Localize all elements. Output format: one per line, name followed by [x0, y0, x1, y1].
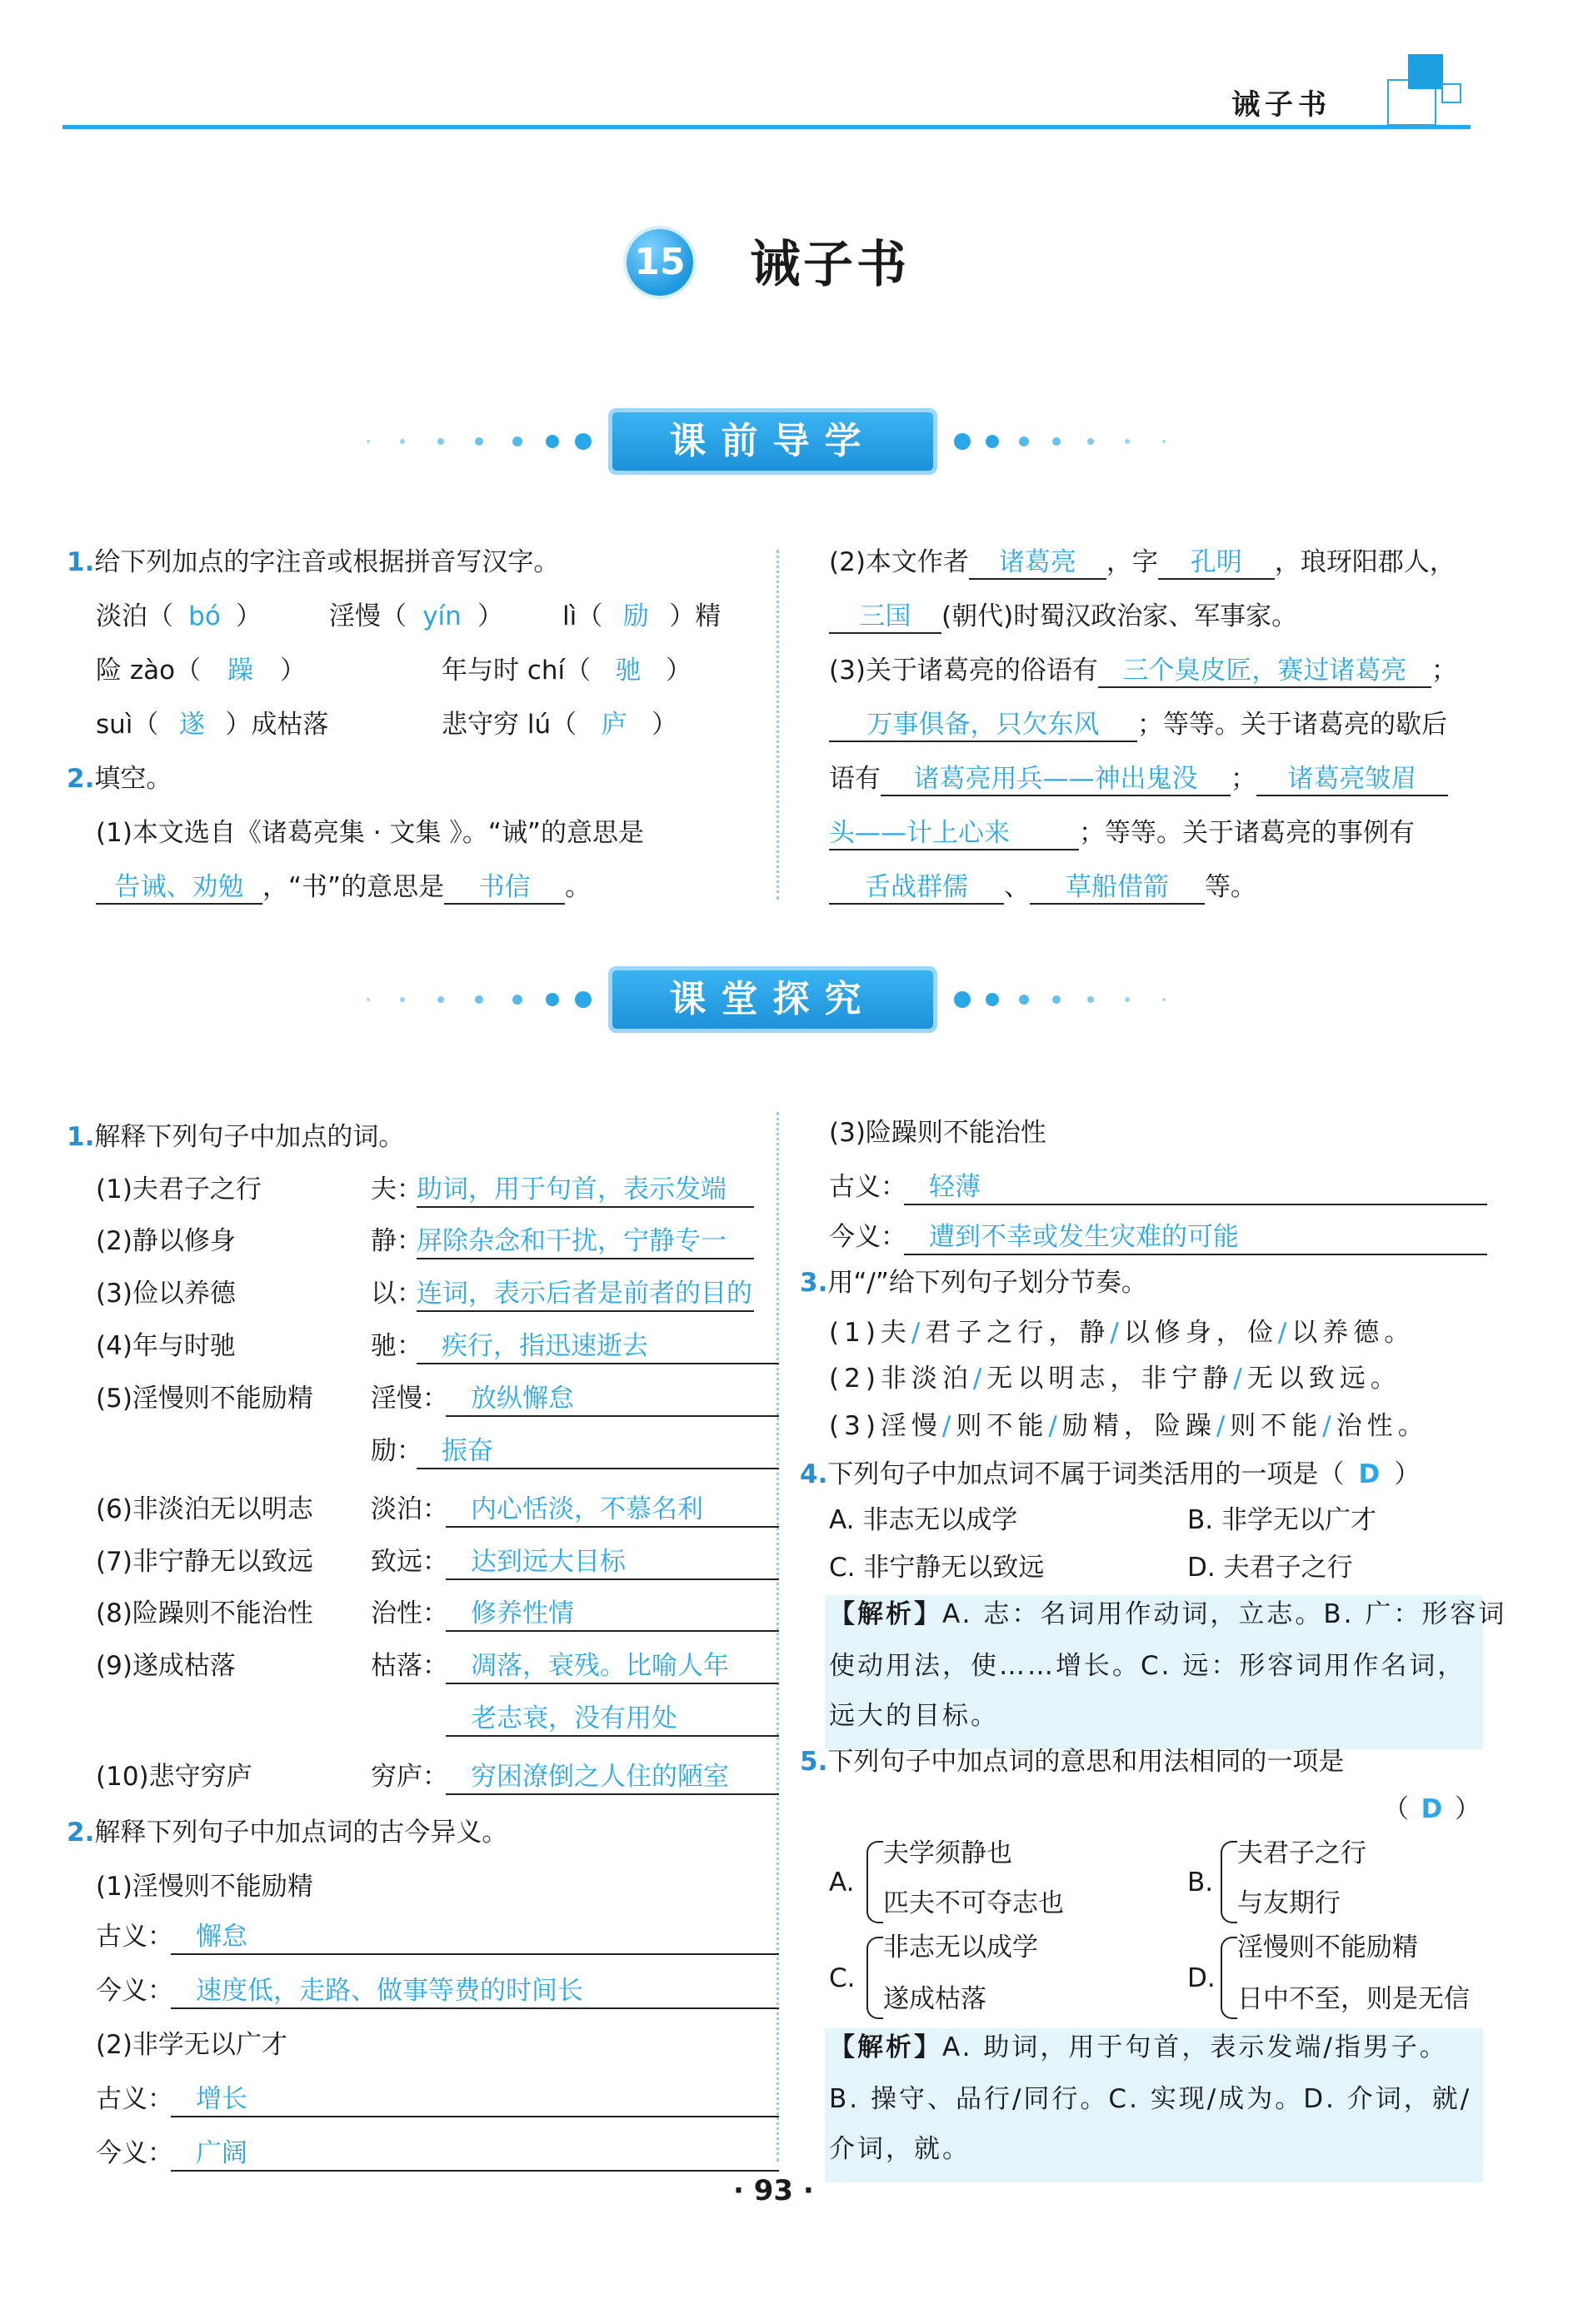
- option5-c-label: C.: [829, 1963, 856, 1993]
- option5-b1: 夫君子之行: [1237, 1838, 1366, 1868]
- explain-answer: 穷困潦倒之人住的陋室: [446, 1760, 779, 1795]
- class-question-1: 1.解释下列句子中加点的词。: [67, 1122, 405, 1152]
- answer-5: （ D ）: [1383, 1794, 1481, 1824]
- rhythm-2: (2)非淡泊/无以明志，非宁静/无以致远。: [829, 1364, 1401, 1394]
- header-rule: [62, 125, 1471, 129]
- pinyin-row-3b: 悲守穷 lú（ 庐 ）: [442, 710, 678, 740]
- explain-sentence: (6)非淡泊无以明志: [96, 1494, 313, 1524]
- explain-sentence: (5)淫慢则不能励精: [96, 1384, 313, 1414]
- gujin-1-jin-answer: 速度低，走路、做事等费的时间长: [171, 1974, 779, 2009]
- explain-sentence: (4)年与时驰: [96, 1331, 236, 1361]
- gujin-1-gu-label: 古义：: [96, 1922, 173, 1952]
- explain-word: 枯落：: [371, 1651, 448, 1681]
- gujin-2-jin-label: 今义：: [96, 2138, 173, 2168]
- explain-sentence: (8)险躁则不能治性: [96, 1598, 313, 1628]
- explain-answer: 屏除杂念和干扰，宁静专一: [417, 1224, 754, 1259]
- explain-answer: 老志衰，没有用处: [446, 1702, 779, 1737]
- brace-b: [1221, 1841, 1237, 1923]
- option5-d2: 日中不至，则是无信: [1237, 1984, 1470, 2014]
- gujin-2-jin-answer: 广阔: [171, 2137, 779, 2172]
- explain-answer: 修养性情: [446, 1597, 779, 1632]
- explain-word: 驰：: [371, 1331, 422, 1361]
- option5-b2: 与友期行: [1237, 1888, 1341, 1918]
- explain-answer: 连词，表示后者是前者的目的: [417, 1277, 754, 1312]
- pinyin-row-1c: lì（ 励 ）精: [562, 601, 722, 631]
- option5-b-label: B.: [1187, 1868, 1214, 1898]
- explain-sentence: (10)悲守穷庐: [96, 1762, 252, 1792]
- brace-c: [866, 1937, 883, 2019]
- option-d: D. 夫君子之行: [1187, 1553, 1353, 1583]
- gujin-3-sentence: (3)险躁则不能治性: [829, 1118, 1046, 1148]
- rhythm-3: (3)淫慢/则不能/励精，险躁/则不能/治性。: [829, 1411, 1429, 1441]
- pinyin-row-1b: 淫慢（ yín ）: [329, 601, 503, 631]
- explain-sentence: (1)夫君子之行: [96, 1174, 262, 1204]
- fill-1b: 告诫、劝勉 ，“书”的意思是 书信 。: [96, 870, 591, 905]
- option-c: C. 非宁静无以致远: [829, 1553, 1045, 1583]
- explain-sentence: (9)遂成枯落: [96, 1651, 236, 1681]
- explain-sentence: (7)非宁静无以致远: [96, 1547, 313, 1577]
- header-decoration-small: [1441, 83, 1461, 103]
- option5-a1: 夫学须静也: [883, 1838, 1012, 1868]
- option5-c2: 遂成枯落: [883, 1984, 986, 2014]
- rhythm-1: (1)夫/君子之行，静/以修身，俭/以养德。: [829, 1318, 1416, 1348]
- pinyin-row-2b: 年与时 chí（ 驰 ）: [442, 656, 692, 686]
- fill-1a: (1)本文选自《诸葛亮集 · 文集 》。“诫”的意思是: [96, 818, 644, 848]
- option5-d1: 淫慢则不能励精: [1237, 1933, 1418, 1962]
- explain-word: 致远：: [371, 1547, 448, 1577]
- gujin-3-jin-answer: 遭到不幸或发生灾难的可能: [904, 1220, 1487, 1255]
- option-b: B. 非学无以广才: [1187, 1505, 1376, 1535]
- question-1: 1.给下列加点的字注音或根据拼音写汉字。: [67, 547, 560, 577]
- analysis-5-line3: 介词，就。: [829, 2134, 971, 2164]
- option5-a2: 匹夫不可夺志也: [883, 1888, 1064, 1918]
- analysis-4-line2: 使动用法，使……增长。C. 远：形容词用作名词，: [829, 1651, 1466, 1681]
- analysis-5-line1: 【解析】A. 助词，用于句首，表示发端/指男子。: [829, 2032, 1448, 2062]
- fill-2b: 三国 (朝代)时蜀汉政治家、军事家。: [829, 600, 1297, 634]
- gujin-1-jin-label: 今义：: [96, 1976, 173, 2006]
- brace-a: [866, 1841, 883, 1923]
- explain-word: 以：: [371, 1279, 422, 1309]
- explain-word: 静：: [371, 1226, 422, 1256]
- gujin-2-gu-label: 古义：: [96, 2084, 173, 2114]
- pinyin-row-1: 淡泊（ bó ）: [96, 601, 262, 631]
- fill-3c: 语有 诸葛亮用兵——神出鬼没 ； 诸葛亮皱眉: [829, 762, 1448, 796]
- explain-answer: 助词，用于句首，表示发端: [417, 1173, 754, 1208]
- analysis-4-line3: 远大的目标。: [829, 1701, 999, 1731]
- fill-3b: 万事俱备，只欠东风 ；等等。关于诸葛亮的歇后: [829, 708, 1447, 742]
- gujin-1-gu-answer: 懈怠: [171, 1920, 779, 1955]
- gujin-2-sentence: (2)非学无以广才: [96, 2030, 287, 2060]
- explain-answer: 振奋: [417, 1434, 779, 1469]
- class-question-4: 4.下列句子中加点词不属于词类活用的一项是（ D ）: [800, 1459, 1421, 1489]
- explain-word: 治性：: [371, 1598, 448, 1628]
- brace-d: [1221, 1937, 1237, 2019]
- gujin-1-sentence: (1)淫慢则不能励精: [96, 1872, 313, 1902]
- explain-answer: 放纵懈怠: [446, 1382, 779, 1417]
- analysis-4-line1: 【解析】A. 志：名词用作动词，立志。B. 广：形容词: [829, 1599, 1507, 1629]
- question-2: 2.填空。: [67, 764, 172, 794]
- explain-sentence: (3)俭以养德: [96, 1279, 236, 1309]
- explain-word: 励：: [371, 1436, 422, 1466]
- pinyin-row-3: suì（ 遂 ）成枯落: [96, 710, 329, 740]
- explain-word: 淡泊：: [371, 1494, 448, 1524]
- gujin-3-gu-label: 古义：: [829, 1172, 906, 1202]
- gujin-3-jin-label: 今义：: [829, 1222, 906, 1252]
- section-title-pre: 课前导学: [608, 408, 937, 475]
- class-question-2: 2.解释下列句子中加点词的古今异义。: [67, 1818, 508, 1848]
- fill-3a: (3)关于诸葛亮的俗语有 三个臭皮匠，赛过诸葛亮 ；: [829, 654, 1457, 688]
- column-divider: [777, 550, 779, 900]
- page-title: 诫子书: [750, 236, 910, 294]
- gujin-2-gu-answer: 增长: [171, 2082, 779, 2117]
- pinyin-row-2: 险 zào（ 躁 ）: [96, 656, 307, 686]
- explain-answer: 凋落，衰残。比喻人年: [446, 1649, 779, 1684]
- class-question-3: 3.用“/”给下列句子划分节奏。: [800, 1268, 1147, 1298]
- lesson-number: 15: [627, 229, 693, 296]
- explain-word: 夫：: [371, 1174, 422, 1204]
- section-title-class: 课堂探究: [608, 966, 937, 1033]
- explain-word: 淫慢：: [371, 1384, 448, 1414]
- option5-a-label: A.: [829, 1868, 855, 1898]
- explain-word: 穷庐：: [371, 1762, 448, 1792]
- class-question-5: 5.下列句子中加点词的意思和用法相同的一项是: [800, 1747, 1345, 1777]
- explain-answer: 达到远大目标: [446, 1545, 779, 1580]
- banner2-dots-right: [954, 991, 1187, 1008]
- explain-answer: 内心恬淡，不慕名利: [446, 1493, 779, 1528]
- explain-answer: 疾行，指迅速逝去: [417, 1329, 779, 1364]
- page-number: · 93 ·: [733, 2174, 814, 2207]
- banner-dots-left: [367, 433, 600, 450]
- fill-2a: (2)本文作者 诸葛亮 ，字 孔明 ，琅玡阳郡人，: [829, 546, 1456, 580]
- fill-3e: 舌战群儒 、 草船借箭 等。: [829, 870, 1256, 905]
- banner2-dots-left: [367, 991, 600, 1008]
- option5-c1: 非志无以成学: [883, 1933, 1038, 1962]
- fill-3d: 头——计上心来 ；等等。关于诸葛亮的事例有: [829, 816, 1415, 850]
- analysis-5-line2: B. 操守、品行/同行。C. 实现/成为。D. 介词，就/: [829, 2084, 1472, 2114]
- option5-d-label: D.: [1187, 1963, 1216, 1993]
- banner-dots-right: [954, 433, 1187, 450]
- header-decoration-square: [1408, 54, 1443, 89]
- option-a: A. 非志无以成学: [829, 1505, 1018, 1535]
- running-header: 诫子书: [1231, 88, 1331, 122]
- gujin-3-gu-answer: 轻薄: [904, 1170, 1487, 1205]
- explain-sentence: (2)静以修身: [96, 1226, 236, 1256]
